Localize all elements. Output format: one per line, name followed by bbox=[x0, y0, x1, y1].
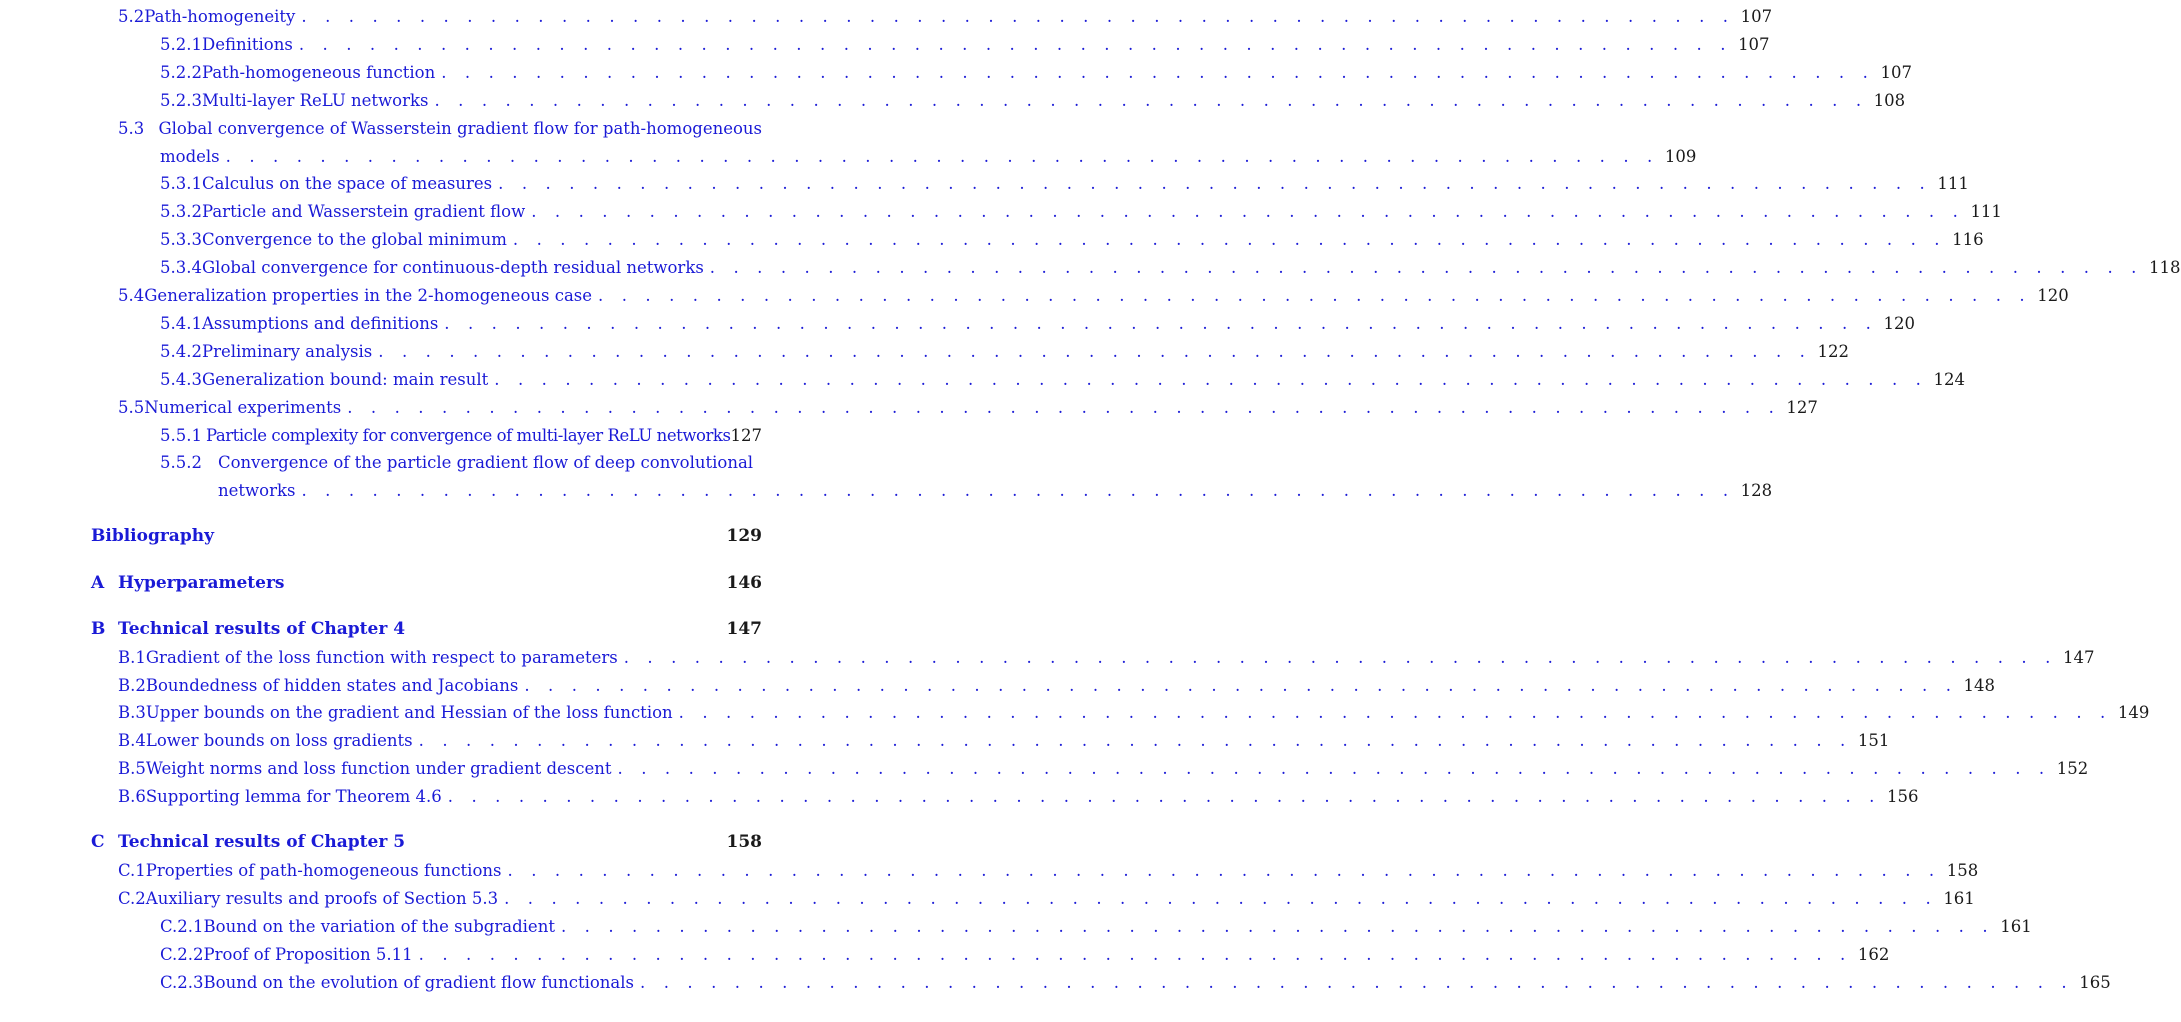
toc-title: Generalization bound: main result bbox=[201, 370, 489, 389]
toc-title: Proof of Proposition 5.11 bbox=[203, 945, 413, 964]
toc-number: 5.2.1 bbox=[160, 35, 202, 54]
toc-page: 111 bbox=[1970, 202, 2002, 221]
toc-page: 109 bbox=[1664, 147, 1697, 166]
toc-title: Global convergence of Wasserstein gradient flow for path-homogeneous bbox=[158, 119, 762, 138]
toc-number: C.1 bbox=[118, 861, 146, 880]
toc-title: models bbox=[160, 147, 220, 166]
toc-number: 5.4.2 bbox=[160, 342, 202, 361]
toc-entry-appendix-c[interactable] bbox=[91, 832, 762, 852]
toc-number: B bbox=[91, 619, 106, 639]
toc-page: 122 bbox=[1817, 342, 1849, 361]
toc-entry-5-4-3[interactable] bbox=[160, 370, 1965, 390]
toc-page: 120 bbox=[2037, 286, 2069, 305]
dot-leader: . . . . . . . . . . . . . . . . . . . . . . . . . . . . . . . . . . . . . . . . . . . . . . . . . . . . . . . . . . . . . bbox=[301, 481, 1735, 500]
toc-entry-5-2-1[interactable] bbox=[160, 35, 1770, 55]
toc-page: 165 bbox=[2079, 973, 2111, 992]
toc-title: Boundedness of hidden states and Jacobians bbox=[145, 676, 519, 695]
toc-page: 147 bbox=[2062, 648, 2095, 667]
toc-entry-5-2-3[interactable] bbox=[160, 91, 1906, 111]
dot-leader: . . . . . . . . . . . . . . . . . . . . . . . . . . . . . . . . . . . . . . . . . . . . . . . . . . . . . . . . . . . . . bbox=[709, 258, 2144, 277]
toc-number: B.4 bbox=[118, 731, 146, 750]
toc-number: C.2.1 bbox=[160, 917, 204, 936]
toc-entry-b-3[interactable] bbox=[118, 703, 2150, 723]
toc-entry-5-5-2[interactable] bbox=[160, 453, 762, 473]
dot-leader: . . . . . . . . . . . . . . . . . . . . . . . . . . . . . . . . . . . . . . . . . . . . . . . . . . . . . . . . . . . . . bbox=[418, 945, 1852, 964]
toc-number: 5.2.2 bbox=[160, 63, 202, 82]
dot-leader: . . . . . . . . . . . . . . . . . . . . . . . . . . . . . . . . . . . . . . . . . . . . . . . . . . . . . . . . . . . . . bbox=[640, 973, 2074, 992]
toc-page: 108 bbox=[1873, 91, 1906, 110]
toc-page: 118 bbox=[2149, 258, 2181, 277]
dot-leader: . . . . . . . . . . . . . . . . . . . . . . . . . . . . . . . . . . . . . . . . . . . . . . . . . . . . . . . . . . . . . bbox=[560, 917, 1995, 936]
toc-number: 5.3.3 bbox=[160, 230, 202, 249]
toc-page: 120 bbox=[1883, 314, 1916, 333]
toc-entry-b-2[interactable] bbox=[118, 676, 1996, 696]
toc-title: Particle complexity for convergence of multi-layer ReLU networks bbox=[205, 426, 731, 445]
toc-entry-5-5[interactable] bbox=[118, 398, 1818, 418]
toc-title: Path-homogeneous function bbox=[201, 63, 436, 82]
toc-page: 148 bbox=[1963, 676, 1996, 695]
dot-leader: . . . . . . . . . . . . . . . . . . . . . . . . . . . . . . . . . . . . . . . . . . . . . . . . . . . . . . . . . . . . . bbox=[524, 676, 1958, 695]
toc-number: 5.4 bbox=[118, 286, 145, 305]
toc-number: C bbox=[91, 832, 105, 852]
dot-leader: . . . . . . . . . . . . . . . . . . . . . . . . . . . . . . . . . . . . . . . . . . . . . . . . . . . . . . . . . . . . . bbox=[378, 342, 1812, 361]
toc-number: 5.2.3 bbox=[160, 91, 202, 110]
dot-leader: . . . . . . . . . . . . . . . . . . . . . . . . . . . . . . . . . . . . . . . . . . . . . . . . . . . . . . . . . . . . . bbox=[512, 230, 1947, 249]
toc-number: 5.5.1 bbox=[160, 426, 202, 445]
toc-title: Lower bounds on loss gradients bbox=[145, 731, 413, 750]
toc-page: 129 bbox=[726, 526, 762, 546]
toc-title: Generalization properties in the 2-homogeneous case bbox=[144, 286, 593, 305]
toc-title: Gradient of the loss function with respect to parameters bbox=[145, 648, 618, 667]
toc-title: Bound on the variation of the subgradient bbox=[203, 917, 555, 936]
dot-leader: . . . . . . . . . . . . . . . . . . . . . . . . . . . . . . . . . . . . . . . . . . . . . . . . . . . . . . . . . . . . . bbox=[347, 398, 1781, 417]
toc-title: Multi-layer ReLU networks bbox=[201, 91, 429, 110]
dot-leader: . . . . . . . . . . . . . . . . . . . . . . . . . . . . . . . . . . . . . . . . . . . . . . . . . . . . . . . . . . . . . bbox=[418, 731, 1852, 750]
toc-number: 5.3 bbox=[118, 119, 145, 138]
toc-entry-5-2[interactable] bbox=[118, 7, 1773, 27]
toc-title: Technical results of Chapter 5 bbox=[118, 832, 406, 852]
dot-leader: . . . . . . . . . . . . . . . . . . . . . . . . . . . . . . . . . . . . . . . . . . . . . . . . . . . . . . . . . . . . . bbox=[225, 147, 1659, 166]
dot-leader: . . . . . . . . . . . . . . . . . . . . . . . . . . . . . . . . . . . . . . . . . . . . . . . . . . . . . . . . . . . . . bbox=[531, 202, 1965, 221]
toc-number: A bbox=[91, 573, 105, 593]
toc-number: 5.3.1 bbox=[160, 174, 202, 193]
toc-title: Numerical experiments bbox=[144, 398, 342, 417]
toc-entry-b-1[interactable] bbox=[118, 648, 2095, 668]
toc-page: 124 bbox=[1933, 370, 1965, 389]
toc-page: 162 bbox=[1857, 945, 1890, 964]
toc-entry-c-1[interactable] bbox=[118, 861, 1979, 881]
toc-entry-c-2-1[interactable] bbox=[160, 917, 2032, 937]
toc-title: Weight norms and loss function under gradient descent bbox=[145, 759, 612, 778]
toc-number: 5.3.2 bbox=[160, 202, 202, 221]
toc-number: 5.5.2 bbox=[160, 453, 202, 472]
dot-leader: . . . . . . . . . . . . . . . . . . . . . . . . . . . . . . . . . . . . . . . . . . . . . . . . . . . . . . . . . . . . . bbox=[494, 370, 1928, 389]
toc-page: 127 bbox=[730, 426, 762, 445]
dot-leader: . . . . . . . . . . . . . . . . . . . . . . . . . . . . . . . . . . . . . . . . . . . . . . . . . . . . . . . . . . . . . bbox=[441, 63, 1875, 82]
toc-entry-5-2-2[interactable] bbox=[160, 63, 1912, 83]
toc-title: Technical results of Chapter 4 bbox=[118, 619, 406, 639]
toc-entry-appendix-b[interactable] bbox=[91, 619, 762, 639]
toc-entry-c-2-2[interactable] bbox=[160, 945, 1890, 965]
toc-page: 161 bbox=[2000, 917, 2032, 936]
toc-title: Preliminary analysis bbox=[201, 342, 373, 361]
toc-title: Auxiliary results and proofs of Section 5.3 bbox=[145, 889, 499, 908]
toc-page: 149 bbox=[2117, 703, 2150, 722]
toc-title: Assumptions and definitions bbox=[201, 314, 439, 333]
toc-title: Properties of path-homogeneous functions bbox=[145, 861, 502, 880]
toc-entry-5-5-1[interactable] bbox=[160, 426, 762, 446]
toc-title: Convergence to the global minimum bbox=[201, 230, 507, 249]
toc-page: 111 bbox=[1937, 174, 1969, 193]
toc-number: 5.3.4 bbox=[160, 258, 202, 277]
toc-number: B.6 bbox=[118, 787, 146, 806]
toc-page: 146 bbox=[726, 573, 762, 593]
toc-number: B.5 bbox=[118, 759, 146, 778]
toc-number: 5.4.1 bbox=[160, 314, 202, 333]
toc-entry-c-2[interactable] bbox=[118, 889, 1975, 909]
toc-entry-appendix-a[interactable] bbox=[91, 573, 762, 593]
toc-number: C.2 bbox=[118, 889, 146, 908]
toc-title: Supporting lemma for Theorem 4.6 bbox=[145, 787, 442, 806]
toc-title: Calculus on the space of measures bbox=[201, 174, 493, 193]
toc-page: 156 bbox=[1887, 787, 1919, 806]
toc-title: Path-homogeneity bbox=[144, 7, 296, 26]
dot-leader: . . . . . . . . . . . . . . . . . . . . . . . . . . . . . . . . . . . . . . . . . . . . . . . . . . . . . . . . . . . . . bbox=[598, 286, 2032, 305]
toc-page: 158 bbox=[726, 832, 762, 852]
toc-title: networks bbox=[218, 481, 296, 500]
toc-entry-b-5[interactable] bbox=[118, 759, 2089, 779]
toc-number: B.1 bbox=[118, 648, 146, 667]
toc-title: Hyperparameters bbox=[118, 573, 285, 593]
toc-number: B.3 bbox=[118, 703, 146, 722]
toc-title: Convergence of the particle gradient flow of deep convolutional bbox=[218, 453, 754, 472]
toc-page: 147 bbox=[726, 619, 762, 639]
toc-title: Bound on the evolution of gradient flow functionals bbox=[203, 973, 634, 992]
toc-number: 5.2 bbox=[118, 7, 145, 26]
toc-entry-5-3-continuation[interactable] bbox=[160, 147, 1697, 167]
toc-page: 128 bbox=[1740, 481, 1773, 500]
toc-page: 158 bbox=[1946, 861, 1979, 880]
toc-page: 161 bbox=[1943, 889, 1975, 908]
toc-entry-bibliography[interactable] bbox=[91, 526, 762, 546]
dot-leader: . . . . . . . . . . . . . . . . . . . . . . . . . . . . . . . . . . . . . . . . . . . . . . . . . . . . . . . . . . . . . bbox=[298, 35, 1733, 54]
toc-entry-5-3-2[interactable] bbox=[160, 202, 2002, 222]
toc-page: 152 bbox=[2056, 759, 2089, 778]
toc-entry-5-3[interactable] bbox=[118, 119, 762, 139]
dot-leader: . . . . . . . . . . . . . . . . . . . . . . . . . . . . . . . . . . . . . . . . . . . . . . . . . . . . . . . . . . . . . bbox=[498, 174, 1932, 193]
toc-page: 151 bbox=[1857, 731, 1890, 750]
toc-title: Definitions bbox=[201, 35, 293, 54]
dot-leader: . . . . . . . . . . . . . . . . . . . . . . . . . . . . . . . . . . . . . . . . . . . . . . . . . . . . . . . . . . . . . bbox=[447, 787, 1882, 806]
toc-page: 116 bbox=[1952, 230, 1984, 249]
toc-entry-5-3-1[interactable] bbox=[160, 174, 1969, 194]
toc-entry-5-3-3[interactable] bbox=[160, 230, 1984, 250]
toc-page: 107 bbox=[1880, 63, 1912, 82]
toc-number: 5.4.3 bbox=[160, 370, 202, 389]
toc-entry-5-4-1[interactable] bbox=[160, 314, 1916, 334]
dot-leader: . . . . . . . . . . . . . . . . . . . . . . . . . . . . . . . . . . . . . . . . . . . . . . . . . . . . . . . . . . . . . bbox=[434, 91, 1868, 110]
toc-number: B.2 bbox=[118, 676, 146, 695]
toc-entry-5-3-4[interactable] bbox=[160, 258, 2181, 278]
toc-entry-5-5-2-continuation[interactable] bbox=[218, 481, 1773, 501]
toc-title: Upper bounds on the gradient and Hessian of the loss function bbox=[145, 703, 673, 722]
toc-entry-b-4[interactable] bbox=[118, 731, 1890, 751]
toc-entry-5-4[interactable] bbox=[118, 286, 2069, 306]
dot-leader: . . . . . . . . . . . . . . . . . . . . . . . . . . . . . . . . . . . . . . . . . . . . . . . . . . . . . . . . . . . . . bbox=[444, 314, 1878, 333]
toc-entry-c-2-3[interactable] bbox=[160, 973, 2111, 993]
dot-leader: . . . . . . . . . . . . . . . . . . . . . . . . . . . . . . . . . . . . . . . . . . . . . . . . . . . . . . . . . . . . . bbox=[678, 703, 2112, 722]
toc-number: C.2.3 bbox=[160, 973, 204, 992]
toc-page: 127 bbox=[1786, 398, 1818, 417]
toc-page: 107 bbox=[1740, 7, 1773, 26]
dot-leader: . . . . . . . . . . . . . . . . . . . . . . . . . . . . . . . . . . . . . . . . . . . . . . . . . . . . . . . . . . . . . bbox=[301, 7, 1735, 26]
dot-leader: . . . . . . . . . . . . . . . . . . . . . . . . . . . . . . . . . . . . . . . . . . . . . . . . . . . . . . . . . . . . . bbox=[617, 759, 2051, 778]
dot-leader: . . . . . . . . . . . . . . . . . . . . . . . . . . . . . . . . . . . . . . . . . . . . . . . . . . . . . . . . . . . . . bbox=[623, 648, 2057, 667]
toc-number: 5.5 bbox=[118, 398, 145, 417]
toc-number: C.2.2 bbox=[160, 945, 204, 964]
toc-title: Bibliography bbox=[91, 526, 214, 546]
toc-title: Particle and Wasserstein gradient flow bbox=[201, 202, 526, 221]
dot-leader: . . . . . . . . . . . . . . . . . . . . . . . . . . . . . . . . . . . . . . . . . . . . . . . . . . . . . . . . . . . . . bbox=[507, 861, 1941, 880]
toc-entry-5-4-2[interactable] bbox=[160, 342, 1849, 362]
toc-entry-b-6[interactable] bbox=[118, 787, 1919, 807]
toc-page: 107 bbox=[1738, 35, 1770, 54]
dot-leader: . . . . . . . . . . . . . . . . . . . . . . . . . . . . . . . . . . . . . . . . . . . . . . . . . . . . . . . . . . . . . bbox=[504, 889, 1938, 908]
toc-title: Global convergence for continuous-depth residual networks bbox=[201, 258, 704, 277]
